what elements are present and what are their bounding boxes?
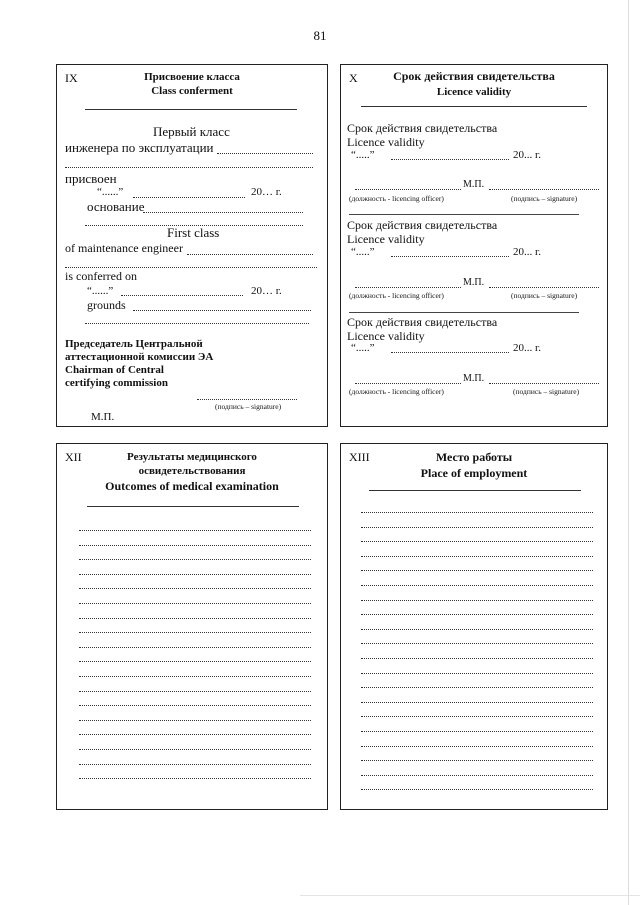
basis-ru-label: основание [87,199,145,214]
assigned-ru-label: присвоен [65,171,117,186]
date-day-1: “.....” [351,149,375,161]
basis-ru-field[interactable] [143,212,303,213]
date-month-ru-field[interactable] [133,197,245,198]
stamp-1: М.П. [463,179,485,190]
writing-line[interactable] [79,778,311,779]
writing-line[interactable] [79,691,311,692]
writing-line[interactable] [79,749,311,750]
writing-line[interactable] [79,676,311,677]
officer-field-1[interactable] [355,189,461,190]
writing-line[interactable] [361,556,593,557]
grounds-en-field[interactable] [133,310,311,311]
writing-line[interactable] [79,588,311,589]
date-month-en-field[interactable] [121,295,243,296]
conferred-en-label: is conferred on [65,269,137,283]
writing-line[interactable] [361,702,593,703]
writing-line[interactable] [361,614,593,615]
writing-line[interactable] [79,764,311,765]
writing-line[interactable] [361,716,593,717]
writing-line[interactable] [361,527,593,528]
validity-en-2: Licence validity [347,232,425,246]
year-2: 20... г. [513,246,542,258]
writing-line[interactable] [79,618,311,619]
signature-field-3[interactable] [489,383,599,384]
officer-caption-1: (должность - licencing officer) [349,194,444,203]
title-en: Outcomes of medical examination [105,478,279,493]
section-title [341,450,607,481]
year-en: 20… г. [251,285,282,297]
writing-line[interactable] [361,746,593,747]
maint-en-field[interactable] [187,254,313,255]
engineer-ru-field-2[interactable] [65,167,313,168]
writing-line[interactable] [79,705,311,706]
title-en: Licence validity [436,85,512,98]
writing-line[interactable] [361,512,593,513]
writing-line[interactable] [361,643,593,644]
signature-caption-1: (подпись – signature) [511,194,578,203]
title-underline [85,109,297,110]
section-title [57,450,327,494]
date-day-en: “......” [87,285,114,297]
date-day-3: “.....” [351,342,375,354]
title-ru-1: Результаты медицинского [127,451,257,463]
engineer-ru-field[interactable] [217,153,313,154]
writing-line[interactable] [361,673,593,674]
officer-field-2[interactable] [355,287,461,288]
date-field-3[interactable] [391,352,509,353]
panel-place-of-employment [340,443,608,810]
chair-ru-2: аттестационной комиссии ЭА [65,351,214,363]
first-class-ru: Первый класс [153,124,230,139]
writing-line[interactable] [79,545,311,546]
writing-line[interactable] [361,775,593,776]
signature-caption-2: (подпись – signature) [511,291,578,300]
grounds-en-label: grounds [87,298,126,312]
date-day-2: “.....” [351,246,375,258]
title-en: Place of employment [420,465,528,480]
panel-licence-validity [340,64,608,427]
validity-ru-2: Срок действия свидетельства [347,218,498,232]
section-title [57,70,327,99]
stamp-3: М.П. [463,373,485,384]
title-ru: Срок действия свидетельства [393,69,555,83]
date-day-ru: “......” [97,186,124,198]
section-title [341,69,607,99]
writing-line[interactable] [361,570,593,571]
writing-line[interactable] [79,720,311,721]
writing-line[interactable] [79,530,311,531]
title-ru-2: освидетельствования [138,465,246,478]
validity-ru-3: Срок действия свидетельства [347,315,498,329]
writing-line[interactable] [79,734,311,735]
block-divider-1 [349,214,579,215]
writing-line[interactable] [361,600,593,601]
officer-caption-3: (должность - licencing officer) [349,387,444,396]
writing-line[interactable] [361,760,593,761]
grounds-en-field-2[interactable] [85,323,309,324]
validity-en-3: Licence validity [347,329,425,343]
officer-caption-2: (должность - licencing officer) [349,291,444,300]
officer-field-3[interactable] [355,383,461,384]
section-number: XIII [349,450,370,464]
stamp-2: М.П. [463,277,485,288]
maint-en-field-2[interactable] [65,267,317,268]
writing-line[interactable] [361,731,593,732]
title-underline [87,506,299,507]
panel-medical-examination [56,443,328,810]
writing-line[interactable] [79,603,311,604]
writing-line[interactable] [79,574,311,575]
title-en: Class conferment [151,85,233,98]
signature-caption: (подпись – signature) [215,402,282,411]
validity-ru-1: Срок действия свидетельства [347,121,498,135]
writing-line[interactable] [361,541,593,542]
writing-line[interactable] [79,632,311,633]
maint-en-label: of maintenance engineer [65,241,183,255]
year-ru: 20… г. [251,186,282,198]
title-underline [361,106,587,107]
panel-class-conferment [56,64,328,427]
signature-caption-3: (подпись – signature) [513,387,580,396]
writing-line[interactable] [361,585,593,586]
engineer-ru-label: инженера по эксплуатации [65,140,214,155]
signature-field-2[interactable] [489,287,599,288]
signature-field-1[interactable] [489,189,599,190]
section-number: IX [65,71,78,85]
year-1: 20... г. [513,149,542,161]
writing-line[interactable] [361,789,593,790]
page-number: 81 [313,28,327,43]
chair-en-1: Chairman of Central [65,364,164,376]
writing-line[interactable] [79,559,311,560]
writing-line[interactable] [79,661,311,662]
validity-en-1: Licence validity [347,135,425,149]
chair-ru-1: Председатель Центральной [65,338,203,350]
scan-edge-right [628,0,629,905]
section-number: X [349,71,358,85]
writing-line[interactable] [361,687,593,688]
section-number: XII [65,450,82,464]
block-divider-2 [349,312,579,313]
title-ru: Присвоение класса [144,71,240,83]
date-field-2[interactable] [391,256,509,257]
writing-line[interactable] [361,629,593,630]
date-field-1[interactable] [391,159,509,160]
writing-line[interactable] [361,658,593,659]
chair-signature-field[interactable] [197,399,297,400]
year-3: 20... г. [513,342,542,354]
title-ru: Место работы [435,450,513,464]
chair-en-2: certifying commission [65,377,168,389]
first-class-en: First class [167,225,220,240]
writing-line[interactable] [79,647,311,648]
scan-edge-bottom [300,895,640,896]
stamp-label: М.П. [91,411,115,423]
title-underline [369,490,581,491]
